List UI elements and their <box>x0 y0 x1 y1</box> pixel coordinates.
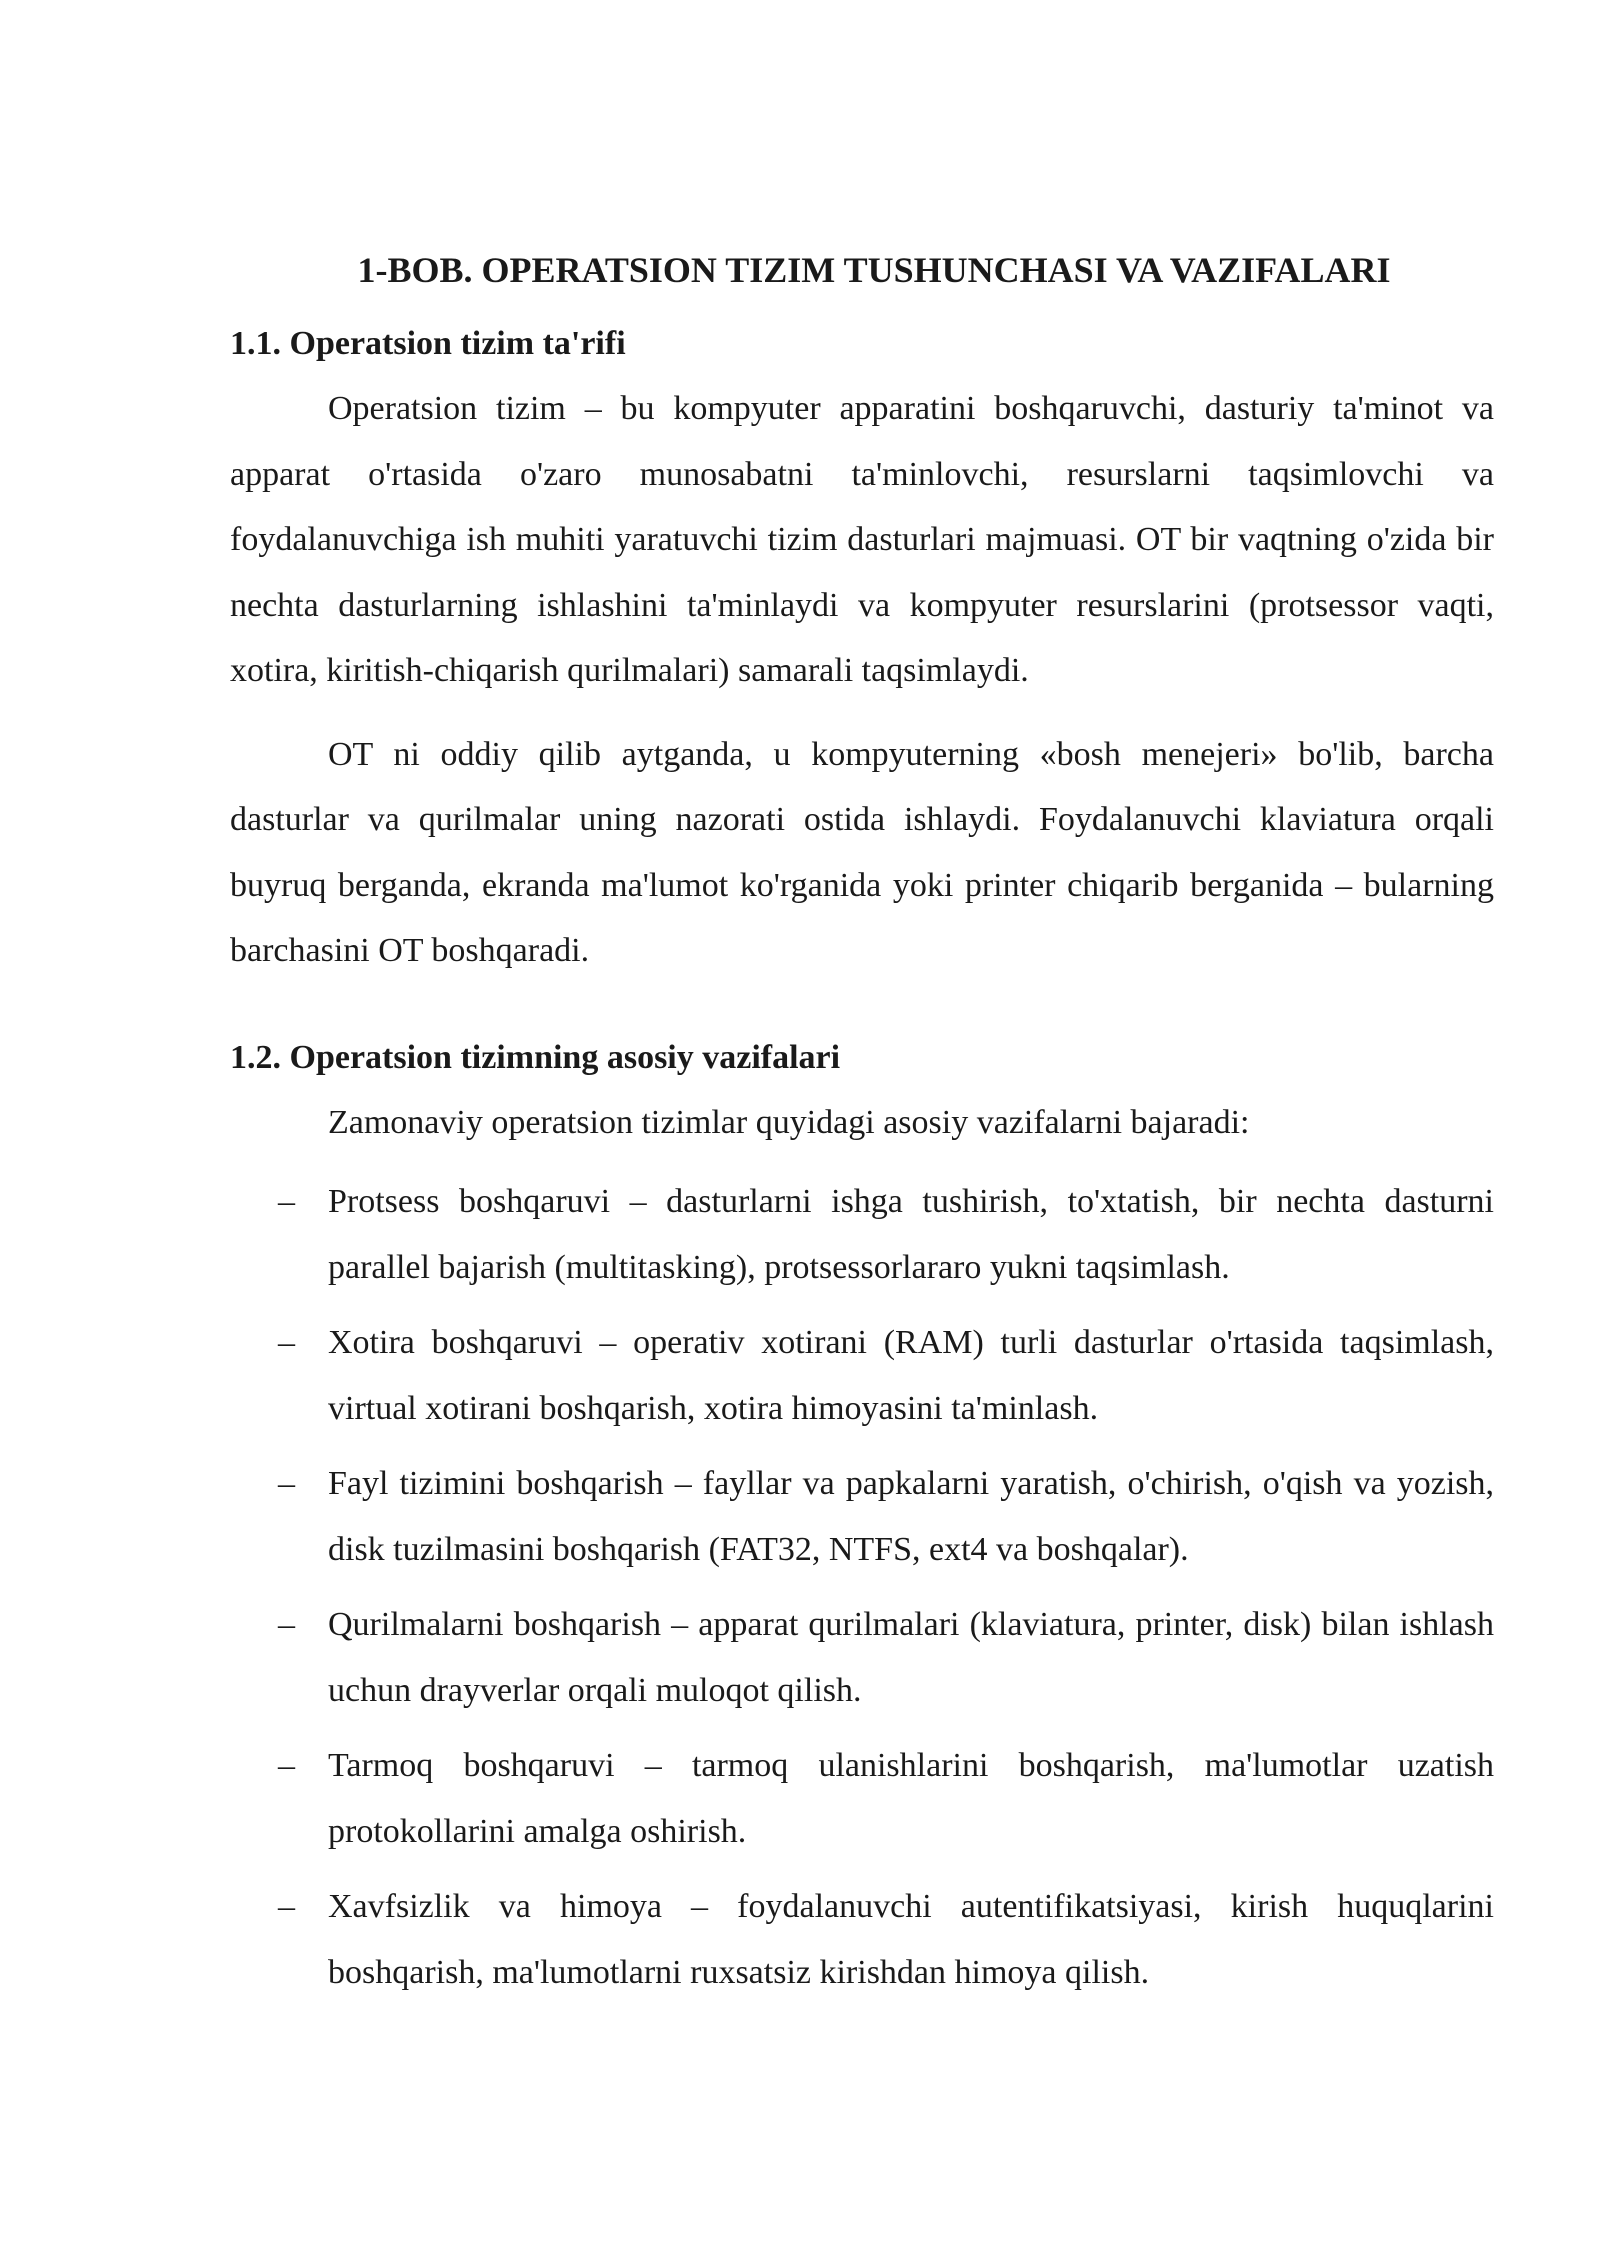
bullet-dash: – <box>278 1465 295 1502</box>
section-1-title: 1.1. Operatsion tizim ta'rifi <box>230 325 626 362</box>
list-item-text: Tarmoq boshqaruvi – tarmoq ulanishlarini boshqarish, ma'lumotlar uzatish protokollarini amalga oshirish. <box>328 1747 1494 1850</box>
bullet-dash: – <box>278 1888 295 1925</box>
section-1-paragraph-1: Operatsion tizim – bu kompyuter apparatini boshqaruvchi, dasturiy ta'minot va apparat o'rtasida o'zaro munosabatni ta'minlovchi, resurslarni taqsimlovchi va foydalanuvchiga ish muhiti yaratuvchi tizim dasturlari majmuasi. OT bir vaqtning o'zida bir nechta dasturlarning ishlashini ta'minlaydi va kompyuter resurslarini (protsessor vaqti, xotira, kiritish-chiqarish qurilmalari) samarali taqsimlaydi. <box>230 390 1494 689</box>
section-1-paragraph-2: OT ni oddiy qilib aytganda, u kompyuterning «bosh menejeri» bo'lib, barcha dasturlar va qurilmalar uning nazorati ostida ishlaydi. Foydalanuvchi klaviatura orqali buyruq berganda, ekranda ma'lumot ko'rganida yoki printer chiqarib berganida – bularning barchasini OT boshqaradi. <box>230 735 1494 969</box>
bullet-dash: – <box>278 1606 295 1643</box>
list-item-text: Xavfsizlik va himoya – foydalanuvchi autentifikatsiyasi, kirish huquqlarini boshqarish, ma'lumotlarni ruxsatsiz kirishdan himoya qilish. <box>328 1888 1494 1991</box>
list-item-text: Fayl tizimini boshqarish – fayllar va papkalarni yaratish, o'chirish, o'qish va yozish, disk tuzilmasini boshqarish (FAT32, NTFS, ext4 va boshqalar). <box>328 1465 1494 1568</box>
bullet-dash: – <box>278 1183 295 1220</box>
list-item-device-management <box>278 1592 1494 1723</box>
chapter-title: 1-BOB. OPERATSION TIZIM TUSHUNCHASI VA VAZIFALARI <box>357 250 1391 290</box>
list-item-security <box>278 1874 1494 2005</box>
list-item-text: Xotira boshqaruvi – operativ xotirani (RAM) turli dasturlar o'rtasida taqsimlash, virtual xotirani boshqarish, xotira himoyasini ta'minlash. <box>328 1324 1494 1427</box>
section-2-title: 1.2. Operatsion tizimning asosiy vazifalari <box>230 1038 841 1076</box>
list-item-file-system-management <box>278 1451 1494 1582</box>
document-page <box>230 248 1494 2015</box>
list-item-network-management <box>278 1733 1494 1864</box>
list-item-text: Protsess boshqaruvi – dasturlarni ishga tushirish, to'xtatish, bir nechta dasturni parallel bajarish (multitasking), protsessorlararo yukni taqsimlash. <box>328 1183 1494 1286</box>
list-item-text: Qurilmalarni boshqarish – apparat qurilmalari (klaviatura, printer, disk) bilan ishlash uchun drayverlar orqali muloqot qilish. <box>328 1606 1494 1709</box>
list-item-memory-management <box>278 1310 1494 1441</box>
os-tasks-list <box>230 1169 1494 2005</box>
bullet-dash: – <box>278 1324 295 1361</box>
list-item-process-management <box>278 1169 1494 1300</box>
bullet-dash: – <box>278 1747 295 1784</box>
section-2-intro: Zamonaviy operatsion tizimlar quyidagi asosiy vazifalarni bajaradi: <box>328 1103 1250 1141</box>
